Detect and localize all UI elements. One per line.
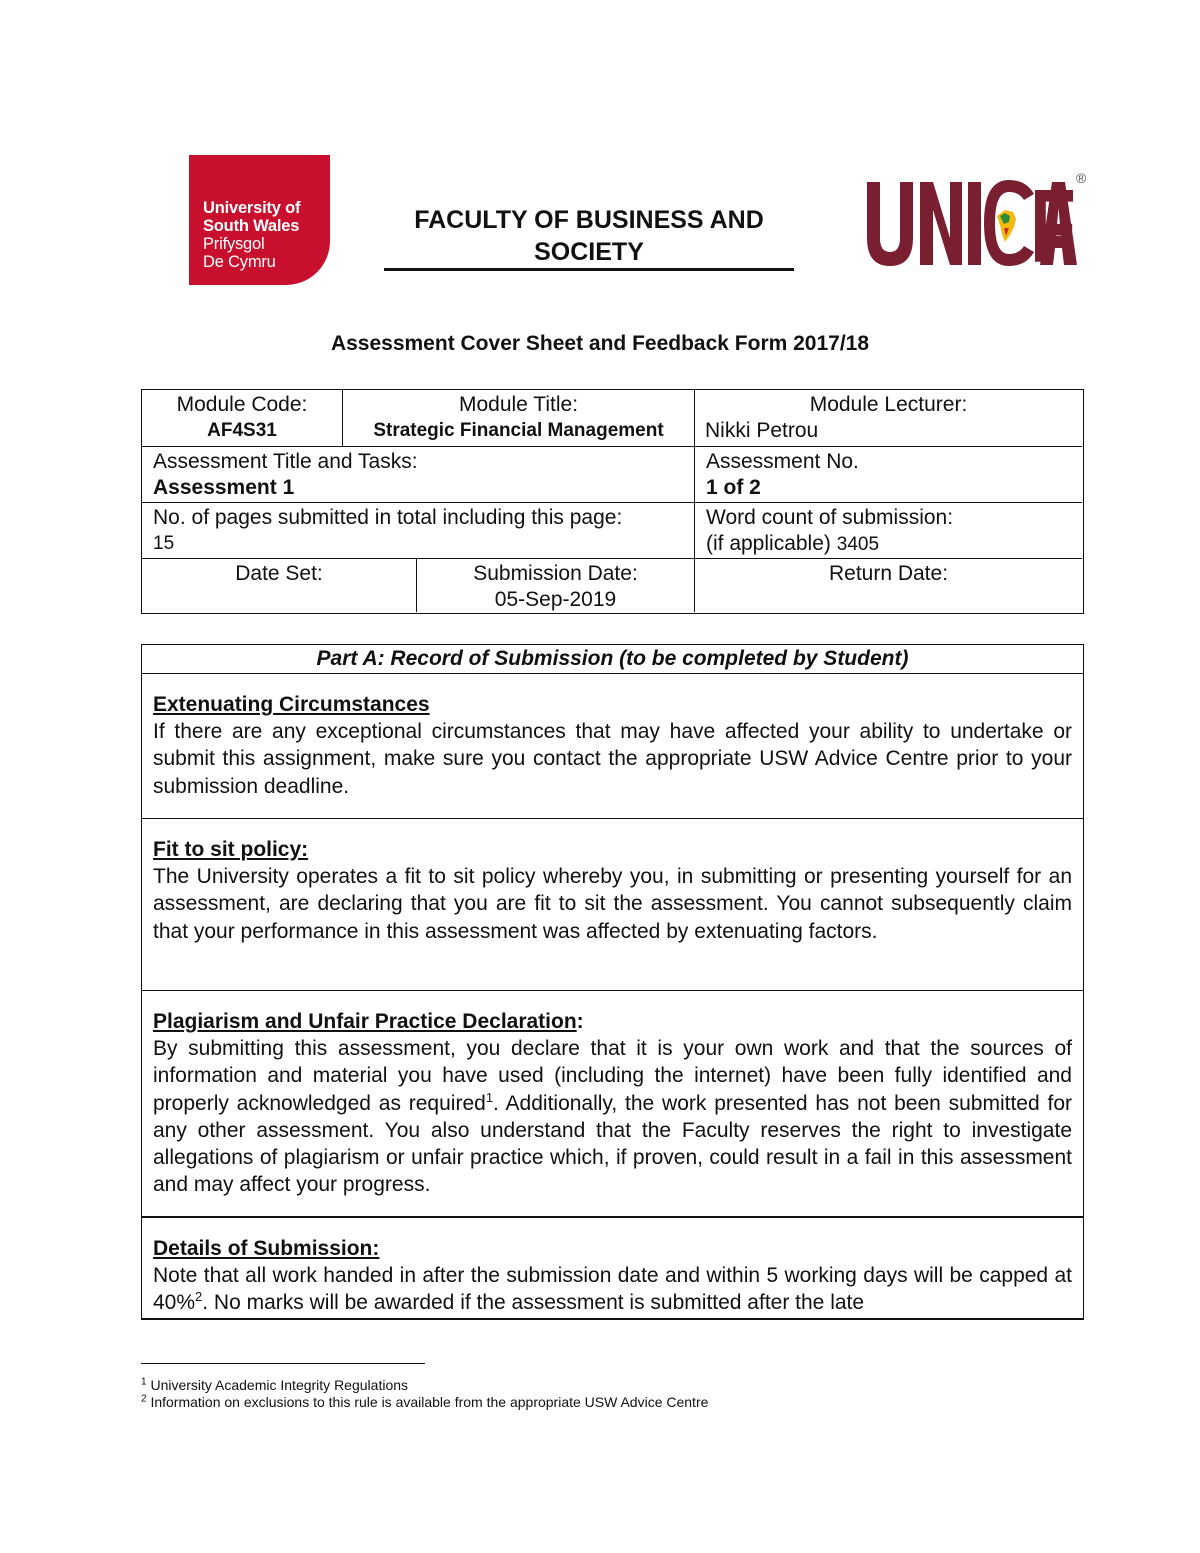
module-info-table [141, 389, 1084, 614]
plagiarism-heading: Plagiarism and Unfair Practice Declaration [153, 1010, 577, 1033]
extenuating-text: If there are any exceptional circumstances that may have affected your ability to undertake or submit this assignment, make sure you contact the appropriate USW Advice Centre prior to your submission deadline. [153, 720, 1072, 798]
plagiarism-text-a: By submitting this assessment, you declare that it is your own work and that the sources of information and material you have used (including the internet) have been fully identified and properly acknowledged as required [153, 1037, 1072, 1115]
assessment-no-label: Assessment No. [706, 450, 859, 473]
assessment-title-cell [142, 446, 694, 502]
fit-to-sit-heading: Fit to sit policy: [153, 838, 309, 861]
date-set-cell [142, 558, 416, 612]
assessment-title-value: Assessment 1 [153, 476, 295, 499]
document-title: Assessment Cover Sheet and Feedback Form 2017/18 [330, 332, 870, 355]
word-count-value: 3405 [836, 534, 880, 555]
usw-logo-line: De Cymru [203, 253, 276, 271]
part-a-box [141, 644, 1084, 1320]
footnote-1-text: University Academic Integrity Regulations [150, 1377, 409, 1393]
module-code-label: Module Code: [176, 393, 308, 416]
faculty-underline [384, 268, 794, 271]
plagiarism-section [142, 990, 1083, 1199]
module-title-label: Module Title: [458, 393, 579, 416]
module-code-cell [142, 390, 342, 446]
details-heading: Details of Submission: [153, 1237, 380, 1260]
faculty-title [384, 204, 794, 268]
faculty-title-line1: FACULTY OF BUSINESS AND [414, 206, 764, 234]
assessment-no-cell [694, 446, 1082, 502]
assessment-title-label: Assessment Title and Tasks: [153, 450, 418, 473]
pages-value: 15 [153, 533, 175, 554]
fit-to-sit-section [142, 818, 1083, 945]
usw-logo-line: University of [203, 199, 301, 217]
details-text [153, 1262, 1072, 1317]
submission-date-cell [416, 558, 694, 612]
usw-logo-line: Prifysgol [203, 235, 265, 253]
footnote-2-text: Information on exclusions to this rule is available from the appropriate USW Advice Centre [150, 1394, 709, 1410]
extenuating-section [142, 691, 1083, 800]
footnote-ref-2: 2 [195, 1289, 203, 1305]
faculty-title-line2: SOCIETY [534, 238, 644, 266]
plagiarism-heading-colon: : [576, 1010, 584, 1033]
module-code-value: AF4S31 [207, 420, 277, 441]
submission-date-label: Submission Date: [473, 562, 638, 585]
word-count-label: Word count of submission: [706, 506, 954, 529]
module-lecturer-label: Module Lecturer: [809, 393, 968, 416]
module-title-value: Strategic Financial Management [373, 420, 664, 441]
extenuating-heading: Extenuating Circumstances [153, 693, 430, 716]
fit-to-sit-text: The University operates a fit to sit policy whereby you, in submitting or presenting yourself for an assessment, are declaring that you are fit to sit the assessment. You cannot subsequently claim that your performance in this assessment was affected by extenuating factors. [153, 865, 1072, 943]
return-date-cell [694, 558, 1082, 612]
pages-label: No. of pages submitted in total including this page: [153, 506, 623, 529]
details-section [142, 1216, 1083, 1317]
footnote-1 [141, 1377, 408, 1394]
unicaf-registered-mark: ® [1076, 170, 1087, 186]
module-title-cell [342, 390, 694, 446]
submission-date-value: 05-Sep-2019 [494, 588, 617, 611]
plagiarism-text-b: . Additionally, the work presented has not been submitted for any other assessment. You also understand that the Faculty reserves the right to investigate allegations of plagiarism or unfair practice which, if proven, could result in a fail in this assessment and may affect your progress. [153, 1091, 1072, 1197]
module-lecturer-value: Nikki Petrou [705, 419, 819, 442]
usw-logo-line: South Wales [203, 217, 300, 235]
usw-logo [189, 155, 330, 285]
unicaf-logo-text-f: F [1030, 169, 1076, 285]
footnote-1-num: 1 [141, 1376, 147, 1388]
pages-cell [142, 502, 694, 558]
assessment-no-value: 1 of 2 [706, 476, 761, 499]
date-set-label: Date Set: [235, 562, 323, 585]
footnote-2-num: 2 [141, 1393, 147, 1405]
plagiarism-text [153, 1035, 1072, 1199]
details-text-b: . No marks will be awarded if the assessment is submitted after the late [202, 1291, 865, 1315]
word-count-prefix: (if applicable) [706, 532, 831, 555]
module-lecturer-cell [694, 390, 1082, 446]
details-text-a: Note that all work handed in after the submission date and within 5 working days will be capped at 40% [153, 1264, 1072, 1315]
footnote-2 [141, 1394, 708, 1411]
footnote-divider [141, 1363, 425, 1364]
footnote-ref-1: 1 [485, 1089, 494, 1105]
part-a-heading: Part A: Record of Submission (to be completed by Student) [142, 645, 1083, 674]
return-date-label: Return Date: [828, 562, 949, 585]
word-count-cell [694, 502, 1082, 558]
